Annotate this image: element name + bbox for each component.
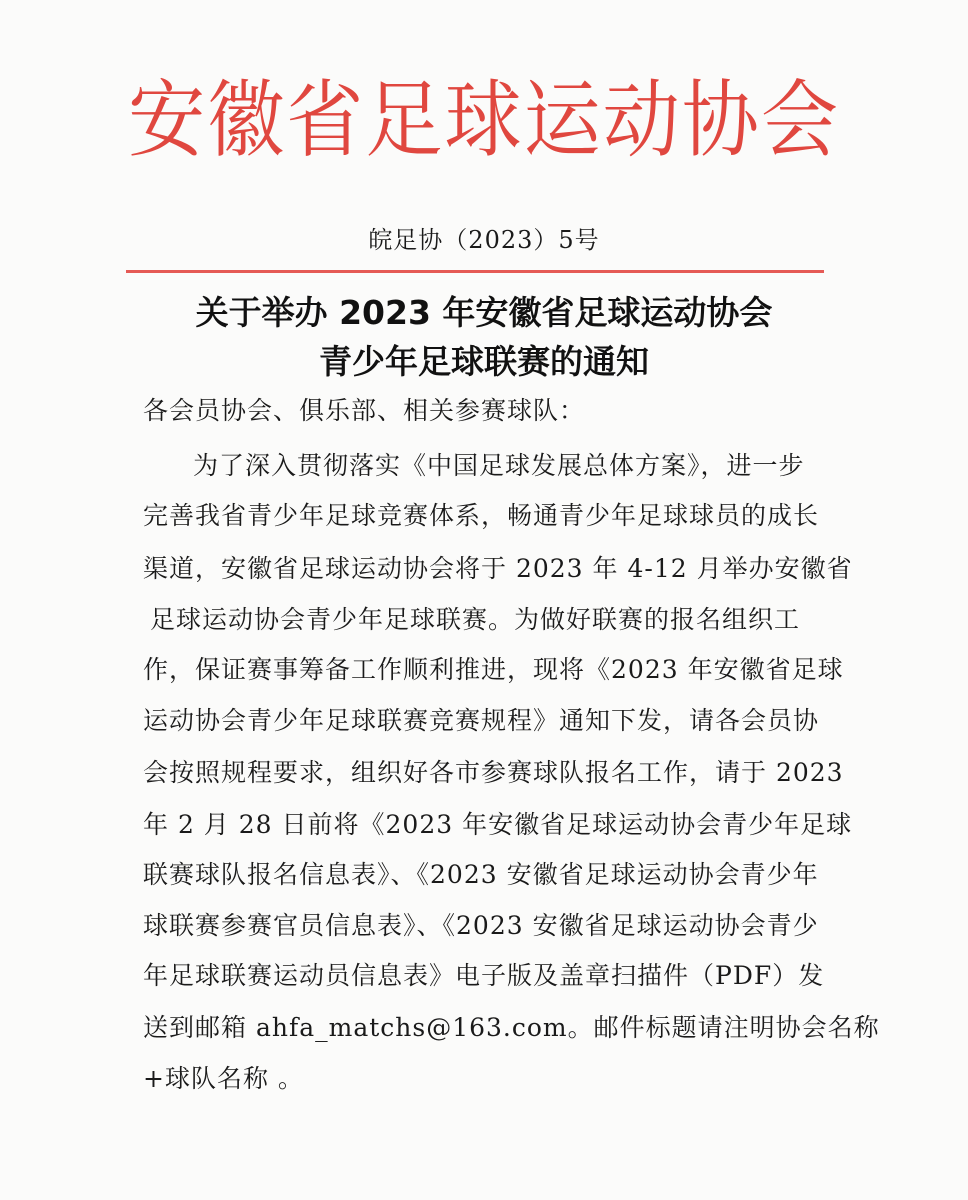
body-line: 年 2 月 28 日前将《2023 年安徽省足球运动协会青少年足球 — [143, 810, 853, 839]
body-line: 年足球联赛运动员信息表》电子版及盖章扫描件（PDF）发 — [143, 961, 825, 990]
body-line: +球队名称 。 — [143, 1064, 304, 1093]
body-line: 作，保证赛事筹备工作顺利推进，现将《2023 年安徽省足球 — [143, 655, 844, 684]
body-line: 会按照规程要求，组织好各市参赛球队报名工作，请于 2023 — [143, 758, 844, 787]
organization-header: 安徽省足球运动协会 — [127, 71, 841, 169]
body-line: 渠道，安徽省足球运动协会将于 2023 年 4-12 月举办安徽省 — [143, 554, 853, 583]
body-line: 送到邮箱 ahfa_matchs@163.com。邮件标题请注明协会名称 — [143, 1013, 880, 1042]
body-line: 足球运动协会青少年足球联赛。为做好联赛的报名组织工 — [150, 605, 801, 634]
header-divider — [126, 270, 824, 273]
body-line: 为了深入贯彻落实《中国足球发展总体方案》，进一步 — [193, 451, 805, 480]
document-title-line-2: 青少年足球联赛的通知 — [319, 342, 649, 381]
document-number: 皖足协（2023）5号 — [368, 226, 600, 254]
document-title-line-1: 关于举办 2023 年安徽省足球运动协会 — [195, 293, 773, 332]
body-line: 完善我省青少年足球竞赛体系，畅通青少年足球球员的成长 — [143, 501, 820, 530]
body-line: 联赛球队报名信息表》、《2023 安徽省足球运动协会青少年 — [143, 860, 819, 889]
body-line: 球联赛参赛官员信息表》、《2023 安徽省足球运动协会青少 — [143, 911, 819, 940]
salutation: 各会员协会、俱乐部、相关参赛球队： — [143, 396, 586, 425]
body-line: 运动协会青少年足球联赛竞赛规程》通知下发，请各会员协 — [143, 706, 820, 735]
